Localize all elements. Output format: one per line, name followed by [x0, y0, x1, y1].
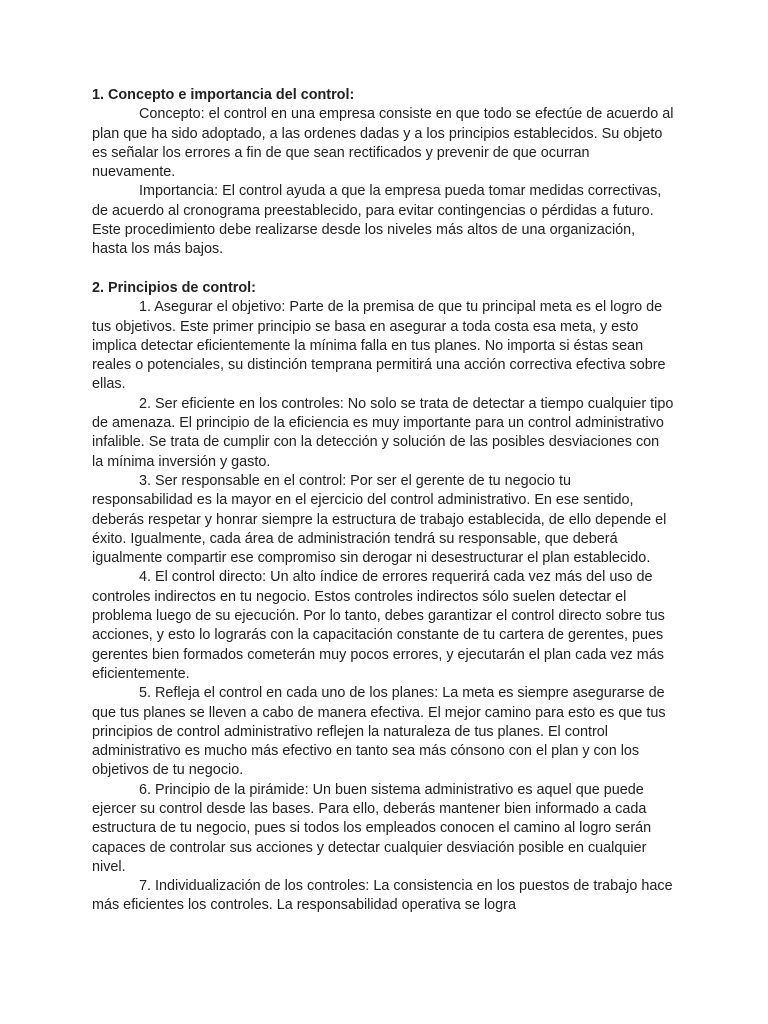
paragraph-principio-4: 4. El control directo: Un alto índice de errores requerirá cada vez más del uso de controles indirectos en tu negocio. Estos controles indirectos sólo suelen detectar el problema luego de su ejecución. Por lo tanto, debes garantizar el control directo sobre tus acciones, y esto lo lograrás con la capacitación constante de tu cartera de gerentes, pues gerentes bien formados cometerán muy pocos errores, y ejecutarán el plan cada vez más eficientemente. — [92, 569, 665, 682]
section-heading-principios: 2. Principios de control: — [92, 279, 256, 296]
paragraph-importancia: Importancia: El control ayuda a que la empresa pueda tomar medidas correctivas, de acuerdo al cronograma preestablecido, para evitar contingencias o pérdidas a futuro. Este procedimiento debe realizarse desde los niveles más altos de una organización, hasta los más bajos. — [92, 183, 662, 258]
paragraph-principio-2: 2. Ser eficiente en los controles: No solo se trata de detectar a tiempo cualquier tipo de amenaza. El principio de la eficiencia es muy importante para un control administrativo infalible. Se trata de cumplir con la detección y solución de las posibles desviaciones con la mínima inversión y gasto. — [92, 395, 674, 470]
paragraph-principio-1: 1. Asegurar el objetivo: Parte de la premisa de que tu principal meta es el logro de tus objetivos. Este primer principio se basa en asegurar a toda costa esa meta, y esto implica detectar eficientemente la mínima falla en tus planes. No importa si éstas sean reales o potenciales, su distinción temprana permitirá una acción correctiva efectiva sobre ellas. — [92, 299, 666, 393]
section-heading-concepto: 1. Concepto e importancia del control: — [92, 87, 355, 103]
paragraph-principio-7: 7. Individualización de los controles: La consistencia en los puestos de trabajo hace más eficientes los controles. La responsabilidad operativa se logra — [92, 878, 673, 914]
document-page — [92, 86, 674, 916]
paragraph-principio-3: 3. Ser responsable en el control: Por ser el gerente de tu negocio tu responsabilidad es la mayor en el ejercicio del control administrativo. En ese sentido, deberás respetar y honrar siempre la estructura de trabajo establecida, de ello depende el éxito. Igualmente, cada área de administración tendrá su responsable, que deberá igualmente compartir ese compromiso sin derogar ni desestructurar el plan establecido. — [92, 472, 667, 567]
paragraph-spacer — [92, 260, 674, 279]
paragraph-principio-5: 5. Refleja el control en cada uno de los planes: La meta es siempre asegurarse de que tus planes se lleven a cabo de manera efectiva. El mejor camino para esto es que tus principios de control administrativo reflejen la naturaleza de tus planes. El control administrativo es mucho más efectivo en tanto sea más cónsono con el plan y con los objetivos de tu negocio. — [92, 685, 666, 779]
paragraph-concepto: Concepto: el control en una empresa consiste en que todo se efectúe de acuerdo al plan que ha sido adoptado, a las ordenes dadas y a los principios establecidos. Su objeto es señalar los errores a fin de que sean rectificados y prevenir de que ocurran nuevamente. — [92, 106, 674, 181]
paragraph-principio-6: 6. Principio de la pirámide: Un buen sistema administrativo es aquel que puede ejercer su control desde las bases. Para ello, deberás mantener bien informado a cada estructura de tu negocio, pues si todos los empleados conocen el camino al logro serán capaces de controlar sus acciones y detectar cualquier desviación posible en cualquier nivel. — [92, 781, 652, 875]
